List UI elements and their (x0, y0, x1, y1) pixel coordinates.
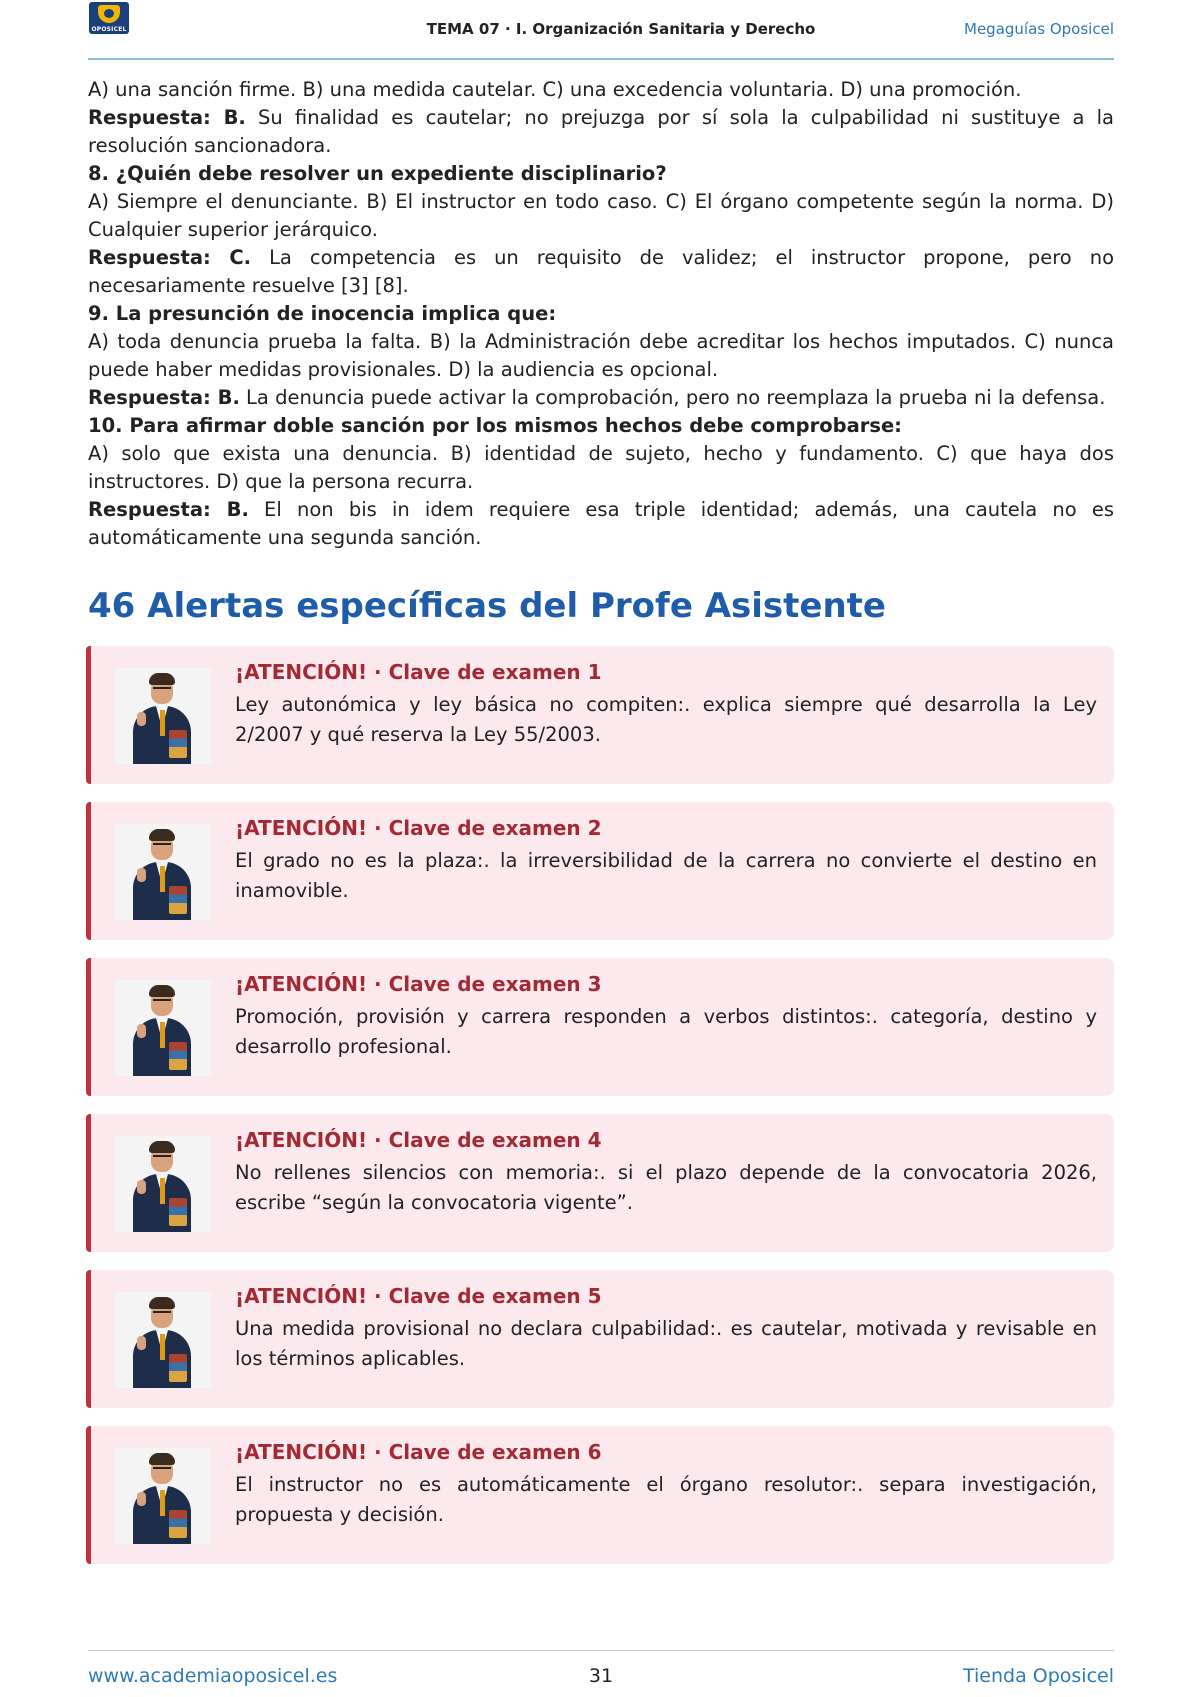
teacher-avatar-icon (115, 1292, 211, 1388)
teacher-avatar-icon (115, 980, 211, 1076)
logo-text: OPOSICEL (91, 26, 127, 33)
questions-content (88, 76, 1114, 552)
teacher-avatar-icon (115, 824, 211, 920)
q7-options: A) una sanción firme. B) una medida cautelar. C) una excedencia voluntaria. D) una promoción. (88, 78, 1022, 101)
q9-answer (88, 384, 1114, 412)
q9-options: A) toda denuncia prueba la falta. B) la Administración debe acreditar los hechos imputados. C) nunca puede haber medidas provisionales. D) la audiencia es opcional. (88, 330, 1114, 381)
alert-text: Ley autonómica y ley básica no compiten:. explica siempre qué desarrolla la Ley 2/2007 y qué reserva la Ley 55/2003. (235, 693, 1097, 746)
page-header (88, 0, 1114, 60)
q9-question: 9. La presunción de inocencia implica que: (88, 302, 557, 325)
answer-label: Respuesta: B. (88, 498, 249, 521)
q10-question: 10. Para afirmar doble sanción por los mismos hechos debe comprobarse: (88, 414, 902, 437)
q8-question: 8. ¿Quién debe resolver un expediente disciplinario? (88, 162, 667, 185)
q7-answer (88, 104, 1114, 160)
header-brand: Megaguías Oposicel (964, 20, 1114, 38)
header-title: TEMA 07 · I. Organización Sanitaria y Derecho (426, 20, 816, 38)
alert-card (86, 802, 1114, 940)
teacher-avatar-icon (115, 668, 211, 764)
alert-text: Promoción, provisión y carrera responden a verbos distintos:. categoría, destino y desarrollo profesional. (235, 1005, 1097, 1058)
alert-title: ¡ATENCIÓN! · Clave de examen 2 (235, 816, 602, 840)
alert-title: ¡ATENCIÓN! · Clave de examen 3 (235, 972, 602, 996)
alert-title: ¡ATENCIÓN! · Clave de examen 4 (235, 1128, 602, 1152)
q10-answer (88, 496, 1114, 552)
answer-label: Respuesta: C. (88, 246, 252, 269)
alert-card (86, 958, 1114, 1096)
alert-card (86, 1114, 1114, 1252)
alert-title: ¡ATENCIÓN! · Clave de examen 6 (235, 1440, 602, 1464)
alert-card (86, 1426, 1114, 1564)
q8-options: A) Siempre el denunciante. B) El instructor en todo caso. C) El órgano competente según la norma. D) Cualquier superior jerárquico. (88, 190, 1114, 241)
answer-text: El non bis in idem requiere esa triple identidad; además, una cautela no es automáticamente una segunda sanción. (88, 498, 1115, 549)
alert-title: ¡ATENCIÓN! · Clave de examen 1 (235, 660, 602, 684)
answer-text: Su finalidad es cautelar; no prejuzga por sí sola la culpabilidad ni sustituye a la resolución sancionadora. (88, 106, 1114, 157)
alert-card (86, 1270, 1114, 1408)
q10-options: A) solo que exista una denuncia. B) identidad de sujeto, hecho y fundamento. C) que haya dos instructores. D) que la persona recurra. (88, 442, 1114, 493)
alert-text: Una medida provisional no declara culpabilidad:. es cautelar, motivada y revisable en los términos aplicables. (235, 1317, 1097, 1370)
teacher-avatar-icon (115, 1448, 211, 1544)
answer-text: La competencia es un requisito de validez; el instructor propone, pero no necesariamente resuelve [3] [8]. (88, 246, 1114, 297)
website-link[interactable]: www.academiaoposicel.es (88, 1665, 338, 1687)
answer-text: La denuncia puede activar la comprobación, pero no reemplaza la prueba ni la defensa. (239, 386, 1106, 409)
teacher-avatar-icon (115, 1136, 211, 1232)
alert-text: El grado no es la plaza:. la irreversibilidad de la carrera no convierte el destino en inamovible. (235, 849, 1097, 902)
alert-text: El instructor no es automáticamente el órgano resolutor:. separa investigación, propuesta y decisión. (235, 1473, 1097, 1526)
section-title: 46 Alertas específicas del Profe Asistente (88, 586, 886, 626)
page-footer (88, 1650, 1114, 1697)
store-link[interactable]: Tienda Oposicel (962, 1665, 1114, 1687)
answer-label: Respuesta: B. (88, 386, 240, 409)
page-number: 31 (588, 1665, 614, 1687)
alert-text: No rellenes silencios con memoria:. si el plazo depende de la convocatoria 2026, escribe “según la convocatoria vigente”. (235, 1161, 1097, 1214)
q8-answer (88, 244, 1114, 300)
alert-title: ¡ATENCIÓN! · Clave de examen 5 (235, 1284, 602, 1308)
alert-card (86, 646, 1114, 784)
answer-label: Respuesta: B. (88, 106, 246, 129)
